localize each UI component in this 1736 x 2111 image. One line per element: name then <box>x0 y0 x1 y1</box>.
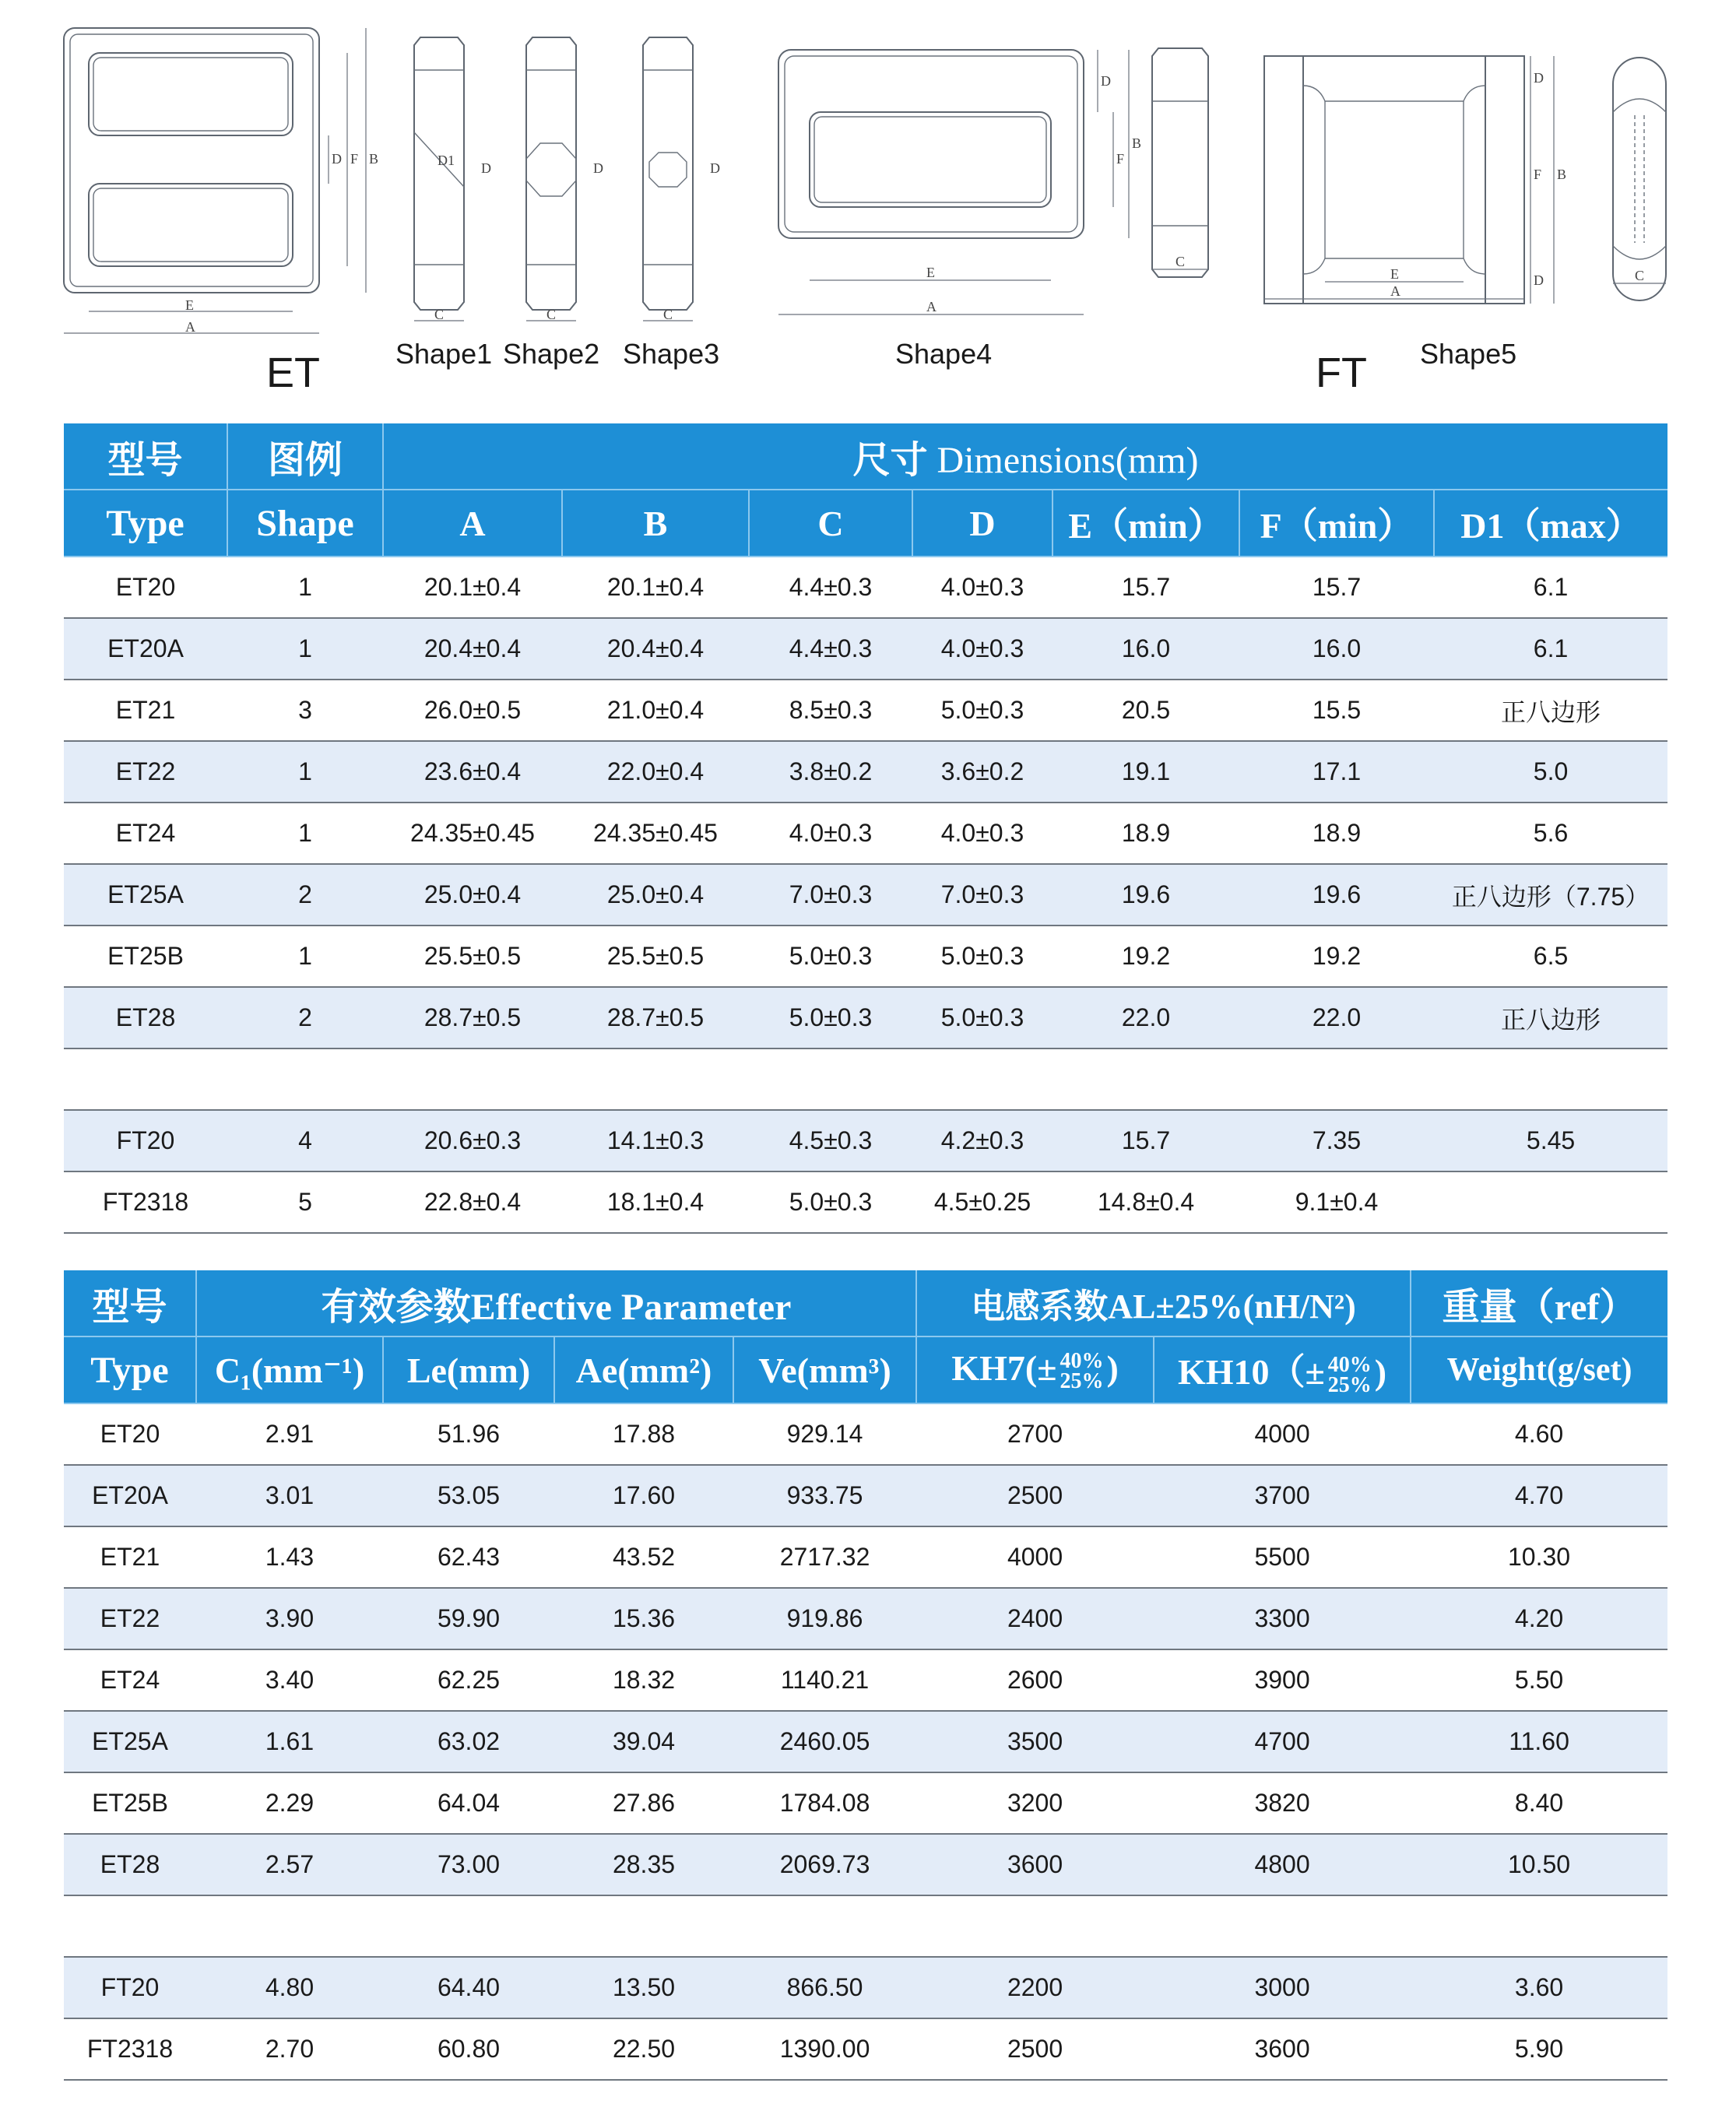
params-cell-kh7: 2400 <box>916 1588 1154 1649</box>
params-cell-le: 63.02 <box>383 1711 554 1772</box>
dims-header-type-cn: 型号 <box>64 423 227 490</box>
dims-cell-d: 4.2±0.3 <box>912 1110 1052 1171</box>
params-cell-type: ET25B <box>64 1772 196 1834</box>
params-cell-ae: 39.04 <box>554 1711 733 1772</box>
params-cell-weight: 4.60 <box>1411 1403 1667 1465</box>
dims-cell-f: 15.7 <box>1239 557 1434 618</box>
dims-cell-type: ET22 <box>64 741 227 803</box>
params-header-weight-group: 重量（ref） <box>1411 1270 1667 1336</box>
dims-cell-d1: 正八边形 <box>1434 987 1667 1048</box>
params-cell-ve: 2069.73 <box>733 1834 916 1895</box>
params-header-effective: 有效参数Effective Parameter <box>196 1270 916 1336</box>
et-dim-f-label: F <box>350 151 359 167</box>
et-core-drawing <box>64 28 378 335</box>
params-cell-le: 62.43 <box>383 1526 554 1588</box>
dims-cell-shape: 1 <box>227 803 383 864</box>
dims-cell-e: 14.8±0.4 <box>1052 1171 1239 1233</box>
shape1-dim-c-label: C <box>434 307 445 322</box>
dims-cell-b: 22.0±0.4 <box>562 741 749 803</box>
dims-cell-a: 25.5±0.5 <box>383 926 562 987</box>
params-cell-kh10: 4000 <box>1154 1403 1411 1465</box>
params-cell-ae: 22.50 <box>554 2018 733 2080</box>
params-cell-c1: 3.90 <box>196 1588 383 1649</box>
dims-cell-e: 15.7 <box>1052 557 1239 618</box>
params-cell-type: ET24 <box>64 1649 196 1711</box>
dims-cell-e: 15.7 <box>1052 1110 1239 1171</box>
params-row <box>64 1526 1667 1588</box>
shape2-caption: Shape2 <box>503 338 600 370</box>
dims-cell-c: 4.4±0.3 <box>749 618 912 680</box>
shape4-dim-b-label: B <box>1132 135 1142 151</box>
params-cell-ae: 13.50 <box>554 1957 733 2018</box>
params-cell-kh7: 2600 <box>916 1649 1154 1711</box>
params-cell-c1: 2.57 <box>196 1834 383 1895</box>
dims-cell-f: 22.0 <box>1239 987 1434 1048</box>
ft-core-drawing <box>1264 56 1566 304</box>
dims-cell-b: 21.0±0.4 <box>562 680 749 741</box>
dims-cell-c: 5.0±0.3 <box>749 926 912 987</box>
dims-cell-c: 4.0±0.3 <box>749 803 912 864</box>
et-dim-a-label: A <box>185 319 195 335</box>
params-header-ve: Ve(mm³) <box>733 1336 916 1403</box>
dims-cell-type: ET20A <box>64 618 227 680</box>
params-spacer-row <box>64 1895 1667 1957</box>
shape4-side-drawing <box>1152 48 1208 277</box>
dims-header-col-d: D <box>912 490 1052 557</box>
dims-cell-f: 17.1 <box>1239 741 1434 803</box>
params-row <box>64 1649 1667 1711</box>
shape5-dim-c-label: C <box>1635 268 1645 283</box>
params-cell-kh10: 4800 <box>1154 1834 1411 1895</box>
dims-cell-f: 7.35 <box>1239 1110 1434 1171</box>
kh7-tol-top: 40% <box>1060 1348 1104 1373</box>
params-cell-le: 53.05 <box>383 1465 554 1526</box>
params-cell-type: FT20 <box>64 1957 196 2018</box>
dims-cell-type: ET24 <box>64 803 227 864</box>
dims-cell-type: FT20 <box>64 1110 227 1171</box>
kh10-tol-bottom: 25% <box>1327 1373 1372 1398</box>
dims-cell-a: 28.7±0.5 <box>383 987 562 1048</box>
params-cell-weight: 5.50 <box>1411 1649 1667 1711</box>
shape4-dim-a-label: A <box>926 299 937 314</box>
dims-row <box>64 680 1667 741</box>
dims-cell-c: 4.5±0.3 <box>749 1110 912 1171</box>
dims-cell-c: 8.5±0.3 <box>749 680 912 741</box>
params-cell-kh10: 3900 <box>1154 1649 1411 1711</box>
params-cell-ve: 1390.00 <box>733 2018 916 2080</box>
params-cell-le: 64.40 <box>383 1957 554 2018</box>
dims-cell-shape: 2 <box>227 987 383 1048</box>
params-cell-le: 59.90 <box>383 1588 554 1649</box>
dims-row <box>64 741 1667 803</box>
dims-row <box>64 864 1667 926</box>
dims-cell-d: 7.0±0.3 <box>912 864 1052 926</box>
shape4-dim-d-label: D <box>1101 73 1111 89</box>
ft-dim-f-label: F <box>1534 167 1542 182</box>
dims-cell-shape: 5 <box>227 1171 383 1233</box>
params-header-type-en: Type <box>64 1336 196 1403</box>
dims-cell-b: 18.1±0.4 <box>562 1171 749 1233</box>
params-cell-c1: 4.80 <box>196 1957 383 2018</box>
params-cell-type: ET20 <box>64 1403 196 1465</box>
params-cell-ve: 2460.05 <box>733 1711 916 1772</box>
shape5-caption: Shape5 <box>1420 338 1517 370</box>
params-cell-type: ET28 <box>64 1834 196 1895</box>
dims-cell-a: 20.1±0.4 <box>383 557 562 618</box>
dims-header-shape-en: Shape <box>227 490 383 557</box>
params-cell-ae: 43.52 <box>554 1526 733 1588</box>
shape1-dim-d1-label: D1 <box>438 153 455 168</box>
dims-cell-c: 5.0±0.3 <box>749 1171 912 1233</box>
params-cell-ae: 28.35 <box>554 1834 733 1895</box>
dims-cell-d1: 正八边形 <box>1434 680 1667 741</box>
params-header-type-cn: 型号 <box>64 1270 196 1336</box>
params-header-weight: Weight(g/set) <box>1411 1336 1667 1403</box>
params-row <box>64 1772 1667 1834</box>
dims-cell-d: 4.0±0.3 <box>912 618 1052 680</box>
dimensions-table <box>64 423 1667 1234</box>
et-caption: ET <box>266 349 321 396</box>
dims-header-col-c: C <box>749 490 912 557</box>
dims-cell-shape: 4 <box>227 1110 383 1171</box>
params-row <box>64 2018 1667 2080</box>
dims-header-type-en: Type <box>64 490 227 557</box>
dims-cell-d1: 正八边形（7.75） <box>1434 864 1667 926</box>
shape3-dim-c-label: C <box>663 307 673 322</box>
dims-header-col-d1: D1（max） <box>1434 490 1667 557</box>
dims-cell-a: 25.0±0.4 <box>383 864 562 926</box>
et-dim-b-label: B <box>369 151 379 167</box>
params-cell-kh10: 3000 <box>1154 1957 1411 2018</box>
dims-cell-f: 15.5 <box>1239 680 1434 741</box>
dims-cell-d1: 6.5 <box>1434 926 1667 987</box>
params-cell-kh7: 2500 <box>916 2018 1154 2080</box>
params-cell-le: 73.00 <box>383 1834 554 1895</box>
dims-cell-a: 24.35±0.45 <box>383 803 562 864</box>
dims-cell-d: 3.6±0.2 <box>912 741 1052 803</box>
ft-dim-d-bottom-label: D <box>1534 272 1544 288</box>
dims-cell-d: 5.0±0.3 <box>912 987 1052 1048</box>
ft-caption: FT <box>1316 349 1367 396</box>
dims-row <box>64 803 1667 864</box>
params-cell-type: ET20A <box>64 1465 196 1526</box>
dims-cell-d1: 5.0 <box>1434 741 1667 803</box>
params-cell-ve: 2717.32 <box>733 1526 916 1588</box>
shape4-dim-f-label: F <box>1116 151 1125 167</box>
params-cell-c1: 2.70 <box>196 2018 383 2080</box>
params-cell-c1: 2.29 <box>196 1772 383 1834</box>
ft-dim-b-label: B <box>1557 167 1567 182</box>
dims-cell-b: 24.35±0.45 <box>562 803 749 864</box>
params-cell-weight: 4.20 <box>1411 1588 1667 1649</box>
params-cell-ae: 27.86 <box>554 1772 733 1834</box>
dims-cell-type: ET20 <box>64 557 227 618</box>
dims-row <box>64 618 1667 680</box>
params-row <box>64 1957 1667 2018</box>
params-cell-kh10: 3300 <box>1154 1588 1411 1649</box>
params-header-kh10-label: KH10 <box>1177 1351 1270 1392</box>
dims-header-dims-cn: 尺寸 <box>852 439 928 481</box>
kh7-tol-bottom: 25% <box>1060 1369 1104 1394</box>
dims-cell-e: 16.0 <box>1052 618 1239 680</box>
params-header-kh10: KH10（± 40% 25% ) <box>1154 1336 1411 1403</box>
params-cell-ve: 933.75 <box>733 1465 916 1526</box>
dims-cell-a: 26.0±0.5 <box>383 680 562 741</box>
dims-cell-e: 18.9 <box>1052 803 1239 864</box>
dims-header-shape-cn: 图例 <box>227 423 383 490</box>
dims-cell-f: 16.0 <box>1239 618 1434 680</box>
dims-cell-f: 19.6 <box>1239 864 1434 926</box>
shape2-dim-d-label: D <box>593 160 603 176</box>
shape5-side-drawing <box>1613 58 1666 300</box>
dims-cell-b: 28.7±0.5 <box>562 987 749 1048</box>
dims-row <box>64 1110 1667 1171</box>
params-cell-kh7: 2500 <box>916 1465 1154 1526</box>
params-cell-c1: 3.40 <box>196 1649 383 1711</box>
dims-cell-a: 20.6±0.3 <box>383 1110 562 1171</box>
dims-cell-d: 4.5±0.25 <box>912 1171 1052 1233</box>
params-header-ae: Ae(mm²) <box>554 1336 733 1403</box>
dims-cell-c: 4.4±0.3 <box>749 557 912 618</box>
shape1-dim-d-label: D <box>481 160 491 176</box>
dims-header-group <box>383 423 1667 490</box>
params-cell-le: 64.04 <box>383 1772 554 1834</box>
params-cell-c1: 2.91 <box>196 1403 383 1465</box>
parameters-table <box>64 1270 1667 2081</box>
et-dim-d-label: D <box>332 151 342 167</box>
shape3-drawing <box>643 37 720 322</box>
dims-cell-e: 19.2 <box>1052 926 1239 987</box>
ft-dim-e-label: E <box>1390 266 1399 282</box>
dims-cell-c: 7.0±0.3 <box>749 864 912 926</box>
ft-dim-d-top-label: D <box>1534 70 1544 86</box>
params-cell-ae: 18.32 <box>554 1649 733 1711</box>
shape4-dim-e-label: E <box>926 265 935 280</box>
dims-cell-e: 20.5 <box>1052 680 1239 741</box>
dims-cell-d1: 5.45 <box>1434 1110 1667 1171</box>
params-cell-ve: 1784.08 <box>733 1772 916 1834</box>
params-cell-kh7: 2700 <box>916 1403 1154 1465</box>
dims-cell-shape: 2 <box>227 864 383 926</box>
dims-cell-shape: 1 <box>227 557 383 618</box>
dims-cell-d1: 6.1 <box>1434 557 1667 618</box>
et-dim-e-label: E <box>185 297 194 313</box>
dims-cell-type: ET28 <box>64 987 227 1048</box>
dims-cell-f: 9.1±0.4 <box>1239 1171 1434 1233</box>
params-cell-weight: 10.50 <box>1411 1834 1667 1895</box>
shape2-dim-c-label: C <box>546 307 557 322</box>
dims-cell-shape: 3 <box>227 680 383 741</box>
dims-cell-type: ET25B <box>64 926 227 987</box>
dims-row <box>64 557 1667 618</box>
dims-row <box>64 987 1667 1048</box>
params-cell-c1: 1.43 <box>196 1526 383 1588</box>
shape2-drawing <box>526 37 603 322</box>
dims-cell-c: 3.8±0.2 <box>749 741 912 803</box>
params-header-kh7: KH7(± 40% 25% ) <box>916 1336 1154 1403</box>
ft-dim-a-label: A <box>1390 283 1400 299</box>
dims-cell-e: 22.0 <box>1052 987 1239 1048</box>
params-cell-weight: 11.60 <box>1411 1711 1667 1772</box>
dims-header-dims-en: Dimensions(mm) <box>937 439 1199 481</box>
params-row <box>64 1834 1667 1895</box>
dims-cell-type: ET21 <box>64 680 227 741</box>
dims-cell-type: FT2318 <box>64 1171 227 1233</box>
params-cell-ae: 17.88 <box>554 1403 733 1465</box>
params-cell-kh10: 3700 <box>1154 1465 1411 1526</box>
dims-header-col-a: A <box>383 490 562 557</box>
dims-header-col-f: F（min） <box>1239 490 1434 557</box>
params-cell-c1: 1.61 <box>196 1711 383 1772</box>
dims-cell-b: 20.1±0.4 <box>562 557 749 618</box>
dims-cell-a: 23.6±0.4 <box>383 741 562 803</box>
dims-cell-a: 20.4±0.4 <box>383 618 562 680</box>
params-cell-kh7: 3600 <box>916 1834 1154 1895</box>
dims-cell-shape: 1 <box>227 618 383 680</box>
shape3-caption: Shape3 <box>623 338 720 370</box>
shape4-drawing <box>778 50 1141 314</box>
params-cell-weight: 3.60 <box>1411 1957 1667 2018</box>
params-cell-weight: 5.90 <box>1411 2018 1667 2080</box>
dims-cell-shape: 1 <box>227 741 383 803</box>
params-cell-ve: 929.14 <box>733 1403 916 1465</box>
params-cell-le: 51.96 <box>383 1403 554 1465</box>
dims-cell-f: 18.9 <box>1239 803 1434 864</box>
dims-cell-type: ET25A <box>64 864 227 926</box>
dims-cell-d1: 5.6 <box>1434 803 1667 864</box>
params-row <box>64 1403 1667 1465</box>
dims-cell-b: 25.5±0.5 <box>562 926 749 987</box>
kh7-tolerance <box>1060 1348 1104 1394</box>
dims-cell-b: 20.4±0.4 <box>562 618 749 680</box>
params-row <box>64 1588 1667 1649</box>
params-row <box>64 1711 1667 1772</box>
params-cell-kh10: 3600 <box>1154 2018 1411 2080</box>
params-cell-weight: 10.30 <box>1411 1526 1667 1588</box>
dims-cell-a: 22.8±0.4 <box>383 1171 562 1233</box>
params-cell-weight: 8.40 <box>1411 1772 1667 1834</box>
dims-cell-d1 <box>1434 1171 1667 1233</box>
dims-cell-shape: 1 <box>227 926 383 987</box>
params-cell-kh7: 4000 <box>916 1526 1154 1588</box>
params-cell-kh10: 3820 <box>1154 1772 1411 1834</box>
params-header-le: Le(mm) <box>383 1336 554 1403</box>
params-cell-ve: 866.50 <box>733 1957 916 2018</box>
dims-cell-d: 5.0±0.3 <box>912 680 1052 741</box>
params-cell-type: ET22 <box>64 1588 196 1649</box>
kh10-tol-top: 40% <box>1327 1352 1372 1377</box>
params-cell-type: ET25A <box>64 1711 196 1772</box>
shape1-caption: Shape1 <box>395 338 493 370</box>
params-header-inductance: 电感系数AL±25%(nH/N²) <box>916 1270 1411 1336</box>
shape1-drawing <box>414 37 491 322</box>
params-cell-le: 62.25 <box>383 1649 554 1711</box>
kh10-tolerance <box>1327 1352 1372 1398</box>
params-cell-c1: 3.01 <box>196 1465 383 1526</box>
params-cell-kh10: 4700 <box>1154 1711 1411 1772</box>
dims-cell-d1: 6.1 <box>1434 618 1667 680</box>
dims-header-col-b: B <box>562 490 749 557</box>
params-cell-ve: 1140.21 <box>733 1649 916 1711</box>
params-cell-le: 60.80 <box>383 2018 554 2080</box>
params-header-kh7-label: KH7 <box>951 1347 1025 1388</box>
dims-cell-f: 19.2 <box>1239 926 1434 987</box>
dims-spacer-row <box>64 1048 1667 1110</box>
dims-row <box>64 1171 1667 1233</box>
params-cell-ae: 15.36 <box>554 1588 733 1649</box>
params-header-c1: C₁(mm⁻¹) <box>196 1336 383 1403</box>
params-cell-type: FT2318 <box>64 2018 196 2080</box>
dims-cell-d: 5.0±0.3 <box>912 926 1052 987</box>
dims-row <box>64 926 1667 987</box>
dims-cell-d: 4.0±0.3 <box>912 557 1052 618</box>
params-cell-type: ET21 <box>64 1526 196 1588</box>
dims-cell-d: 4.0±0.3 <box>912 803 1052 864</box>
dims-cell-b: 14.1±0.3 <box>562 1110 749 1171</box>
params-row <box>64 1465 1667 1526</box>
params-cell-kh10: 5500 <box>1154 1526 1411 1588</box>
shape4-caption: Shape4 <box>895 338 993 370</box>
dims-cell-c: 5.0±0.3 <box>749 987 912 1048</box>
shape4-side-dim-c-label: C <box>1175 254 1186 269</box>
dims-cell-b: 25.0±0.4 <box>562 864 749 926</box>
params-cell-ae: 17.60 <box>554 1465 733 1526</box>
dims-header-col-e: E（min） <box>1052 490 1239 557</box>
dims-cell-e: 19.1 <box>1052 741 1239 803</box>
dims-cell-e: 19.6 <box>1052 864 1239 926</box>
params-cell-kh7: 3200 <box>916 1772 1154 1834</box>
params-cell-kh7: 2200 <box>916 1957 1154 2018</box>
params-cell-ve: 919.86 <box>733 1588 916 1649</box>
params-cell-kh7: 3500 <box>916 1711 1154 1772</box>
shape3-dim-d-label: D <box>710 160 720 176</box>
params-cell-weight: 4.70 <box>1411 1465 1667 1526</box>
